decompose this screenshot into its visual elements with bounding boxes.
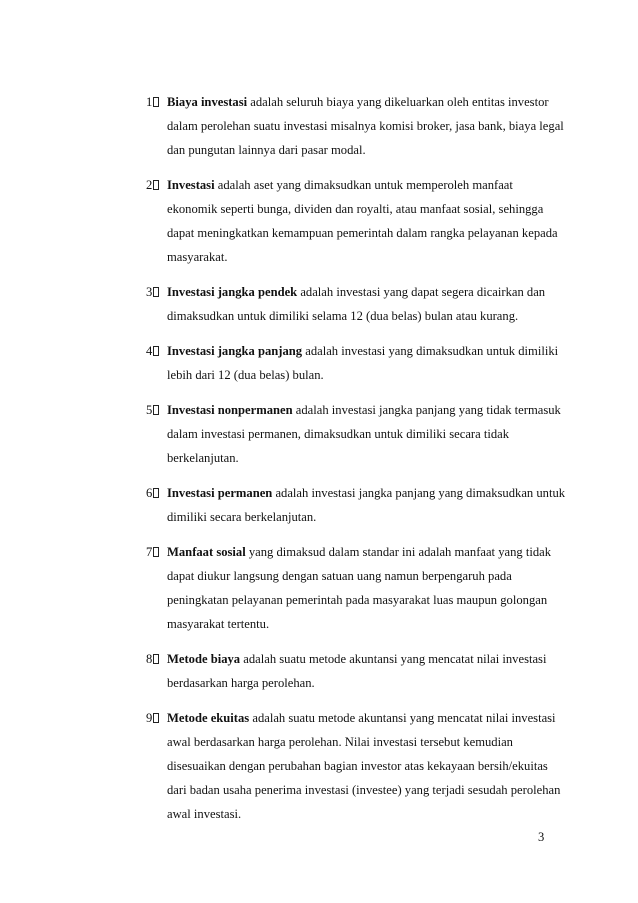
definition-term: Biaya investasi: [167, 95, 248, 109]
definition-term: Investasi nonpermanen: [167, 403, 293, 417]
missing-glyph-icon: [153, 713, 159, 723]
definition-marker: [146, 339, 166, 363]
definition-marker: [146, 90, 166, 114]
definition-body: [167, 706, 566, 826]
missing-glyph-icon: [153, 547, 159, 557]
definition-body: [167, 339, 566, 387]
definition-item: [146, 173, 566, 269]
definition-term: Metode biaya: [167, 652, 241, 666]
definition-term: Investasi: [167, 178, 215, 192]
definition-text: adalah seluruh biaya yang dikeluarkan oleh entitas investor dalam perolehan suatu investasi misalnya komisi broker, jasa bank, biaya legal dan pungutan lainnya dari pasar modal.: [167, 95, 564, 157]
definition-text: adalah investasi jangka panjang yang dimaksudkan untuk dimiliki secara berkelanjutan.: [167, 486, 566, 524]
definition-body: [167, 173, 566, 269]
definition-number: 7: [146, 545, 153, 559]
definition-number: 8: [146, 652, 153, 666]
definition-item: [146, 540, 566, 636]
definition-term: Investasi jangka pendek: [167, 285, 298, 299]
definition-marker: [146, 173, 166, 197]
definition-body: [167, 398, 566, 470]
definition-text: adalah suatu metode akuntansi yang mencatat nilai investasi awal berdasarkan harga perolehan. Nilai investasi tersebut kemudian disesuaikan dengan perubahan bagian investor atas kekayaan bersih/ekuitas dari badan usaha penerima investasi (investee) yang terjadi sesudah perolehan awal investasi.: [167, 711, 561, 821]
definition-marker: [146, 481, 166, 505]
definition-item: [146, 90, 566, 162]
definition-item: [146, 647, 566, 695]
missing-glyph-icon: [153, 287, 159, 297]
definition-marker: [146, 280, 166, 304]
definition-number: 9: [146, 711, 153, 725]
missing-glyph-icon: [153, 97, 159, 107]
definition-number: 5: [146, 403, 153, 417]
definition-marker: [146, 398, 166, 422]
missing-glyph-icon: [153, 346, 159, 356]
definition-term: Metode ekuitas: [167, 711, 250, 725]
definition-text: adalah investasi yang dapat segera dicairkan dan dimaksudkan untuk dimiliki selama 12 (dua belas) bulan atau kurang.: [167, 285, 546, 323]
definition-item: [146, 706, 566, 826]
definition-number: 1: [146, 95, 153, 109]
definition-text: yang dimaksud dalam standar ini adalah manfaat yang tidak dapat diukur langsung dengan satuan uang namun berpengaruh pada peningkatan pelayanan pemerintah pada masyarakat luas maupun golongan masyarakat tertentu.: [167, 545, 552, 631]
definition-term: Investasi jangka panjang: [167, 344, 303, 358]
definition-list: [146, 90, 566, 837]
definition-body: [167, 481, 566, 529]
missing-glyph-icon: [153, 180, 159, 190]
missing-glyph-icon: [153, 488, 159, 498]
definition-text: adalah suatu metode akuntansi yang mencatat nilai investasi berdasarkan harga perolehan.: [167, 652, 547, 690]
page-number: 3: [538, 830, 545, 844]
definition-body: [167, 280, 566, 328]
definition-body: [167, 90, 566, 162]
definition-marker: [146, 540, 166, 564]
definition-number: 3: [146, 285, 153, 299]
definition-term: Manfaat sosial: [167, 545, 246, 559]
definition-text: adalah investasi jangka panjang yang tidak termasuk dalam investasi permanen, dimaksudkan untuk dimiliki secara tidak berkelanjutan.: [167, 403, 561, 465]
definition-text: adalah investasi yang dimaksudkan untuk dimiliki lebih dari 12 (dua belas) bulan.: [167, 344, 559, 382]
definition-item: [146, 280, 566, 328]
definition-number: 4: [146, 344, 153, 358]
definition-item: [146, 339, 566, 387]
definition-body: [167, 540, 566, 636]
definition-item: [146, 481, 566, 529]
definition-marker: [146, 706, 166, 730]
missing-glyph-icon: [153, 405, 159, 415]
definition-term: Investasi permanen: [167, 486, 273, 500]
definition-text: adalah aset yang dimaksudkan untuk memperoleh manfaat ekonomik seperti bunga, dividen dan royalti, atau manfaat sosial, sehingga dapat meningkatkan kemampuan pemerintah dalam rangka pelayanan kepada masyarakat.: [167, 178, 558, 264]
definition-marker: [146, 647, 166, 671]
definition-body: [167, 647, 566, 695]
missing-glyph-icon: [153, 654, 159, 664]
definition-item: [146, 398, 566, 470]
definition-number: 2: [146, 178, 153, 192]
definition-number: 6: [146, 486, 153, 500]
